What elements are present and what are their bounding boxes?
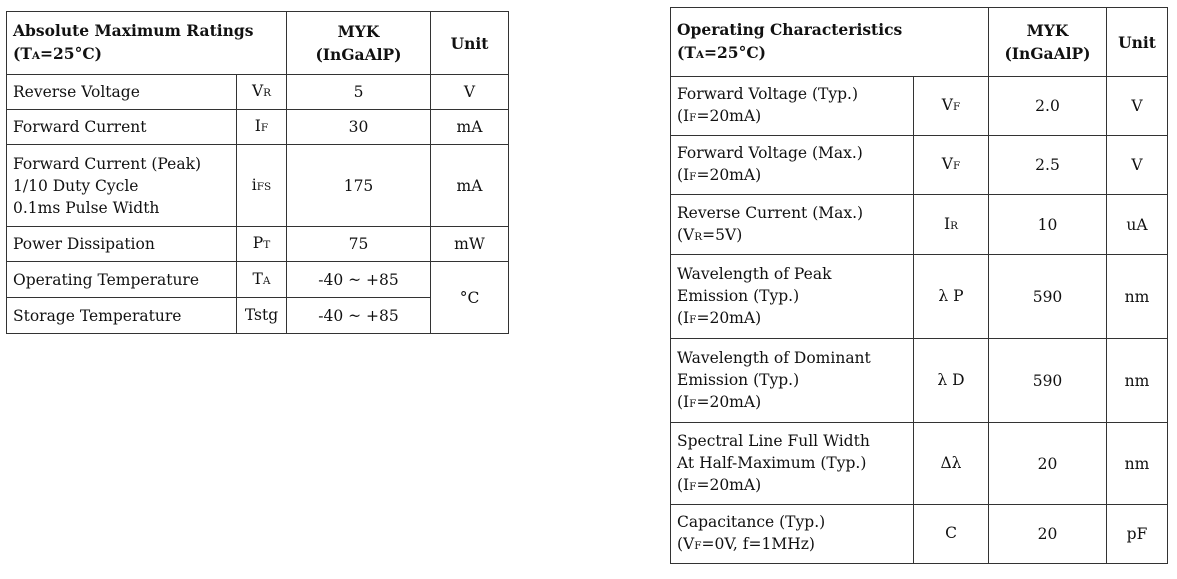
value-cell: 590 (989, 339, 1107, 423)
symbol-cell: C (914, 505, 989, 564)
absolute-maximum-ratings-table (6, 11, 509, 334)
test-condition: (TA=25°C) (13, 43, 103, 63)
unit-cell: pF (1107, 505, 1168, 564)
unit-column-header: Unit (431, 12, 509, 75)
symbol-cell: λ D (914, 339, 989, 423)
test-condition: (TA=25°C) (677, 42, 767, 62)
unit-cell: uA (1107, 195, 1168, 255)
table-title-cell (7, 12, 287, 75)
table-row (7, 262, 509, 298)
param-cell: Storage Temperature (7, 298, 237, 334)
value-cell: 590 (989, 255, 1107, 339)
param-cell: Power Dissipation (7, 227, 237, 262)
table-row (7, 227, 509, 262)
symbol-cell: PT (237, 227, 287, 262)
param-cell: Capacitance (Typ.) (VF=0V, f=1MHz) (671, 505, 914, 564)
table-title: Absolute Maximum Ratings (13, 20, 254, 40)
unit-cell: nm (1107, 255, 1168, 339)
operating-characteristics-table (670, 7, 1168, 564)
table-row (7, 145, 509, 227)
symbol-cell: λ P (914, 255, 989, 339)
unit-cell: V (431, 75, 509, 110)
param-cell: Wavelength of Peak Emission (Typ.) (IF=20mA) (671, 255, 914, 339)
table-title: Operating Characteristics (677, 19, 903, 39)
param-cell: Reverse Voltage (7, 75, 237, 110)
symbol-cell: VF (914, 136, 989, 195)
unit-cell: mW (431, 227, 509, 262)
param-cell: Forward Current (Peak) 1/10 Duty Cycle 0.1ms Pulse Width (7, 145, 237, 227)
value-cell: 30 (287, 110, 431, 145)
symbol-cell: VR (237, 75, 287, 110)
symbol-cell: TA (237, 262, 287, 298)
table-row (671, 505, 1168, 564)
symbol-cell: VF (914, 77, 989, 136)
value-cell: -40 ~ +85 (287, 298, 431, 334)
value-cell: -40 ~ +85 (287, 262, 431, 298)
value-cell: 2.0 (989, 77, 1107, 136)
value-cell: 175 (287, 145, 431, 227)
table-row (671, 423, 1168, 505)
param-cell: Forward Voltage (Typ.) (IF=20mA) (671, 77, 914, 136)
unit-column-header: Unit (1107, 8, 1168, 77)
table-header-row (7, 12, 509, 75)
value-cell: 2.5 (989, 136, 1107, 195)
symbol-cell: IF (237, 110, 287, 145)
unit-cell: nm (1107, 339, 1168, 423)
table-row (671, 195, 1168, 255)
table-row (7, 110, 509, 145)
param-cell: Forward Current (7, 110, 237, 145)
unit-cell: mA (431, 110, 509, 145)
table-title-cell (671, 8, 989, 77)
value-cell: 20 (989, 423, 1107, 505)
value-cell: 75 (287, 227, 431, 262)
table-row (671, 77, 1168, 136)
unit-cell: mA (431, 145, 509, 227)
table-header-row (671, 8, 1168, 77)
symbol-cell: Δλ (914, 423, 989, 505)
symbol-cell: Tstg (237, 298, 287, 334)
table-row (7, 75, 509, 110)
param-cell: Forward Voltage (Max.) (IF=20mA) (671, 136, 914, 195)
unit-cell: nm (1107, 423, 1168, 505)
param-cell: Spectral Line Full Width At Half-Maximum (Typ.) (IF=20mA) (671, 423, 914, 505)
unit-cell-merged: °C (431, 262, 509, 334)
symbol-cell: iFS (237, 145, 287, 227)
param-cell: Operating Temperature (7, 262, 237, 298)
device-column-header: MYK (InGaAlP) (989, 8, 1107, 77)
table-row (671, 255, 1168, 339)
value-cell: 10 (989, 195, 1107, 255)
device-column-header: MYK (InGaAlP) (287, 12, 431, 75)
unit-cell: V (1107, 77, 1168, 136)
unit-cell: V (1107, 136, 1168, 195)
value-cell: 5 (287, 75, 431, 110)
param-cell: Wavelength of Dominant Emission (Typ.) (IF=20mA) (671, 339, 914, 423)
symbol-cell: IR (914, 195, 989, 255)
param-cell: Reverse Current (Max.) (VR=5V) (671, 195, 914, 255)
value-cell: 20 (989, 505, 1107, 564)
table-row (671, 339, 1168, 423)
table-row (671, 136, 1168, 195)
